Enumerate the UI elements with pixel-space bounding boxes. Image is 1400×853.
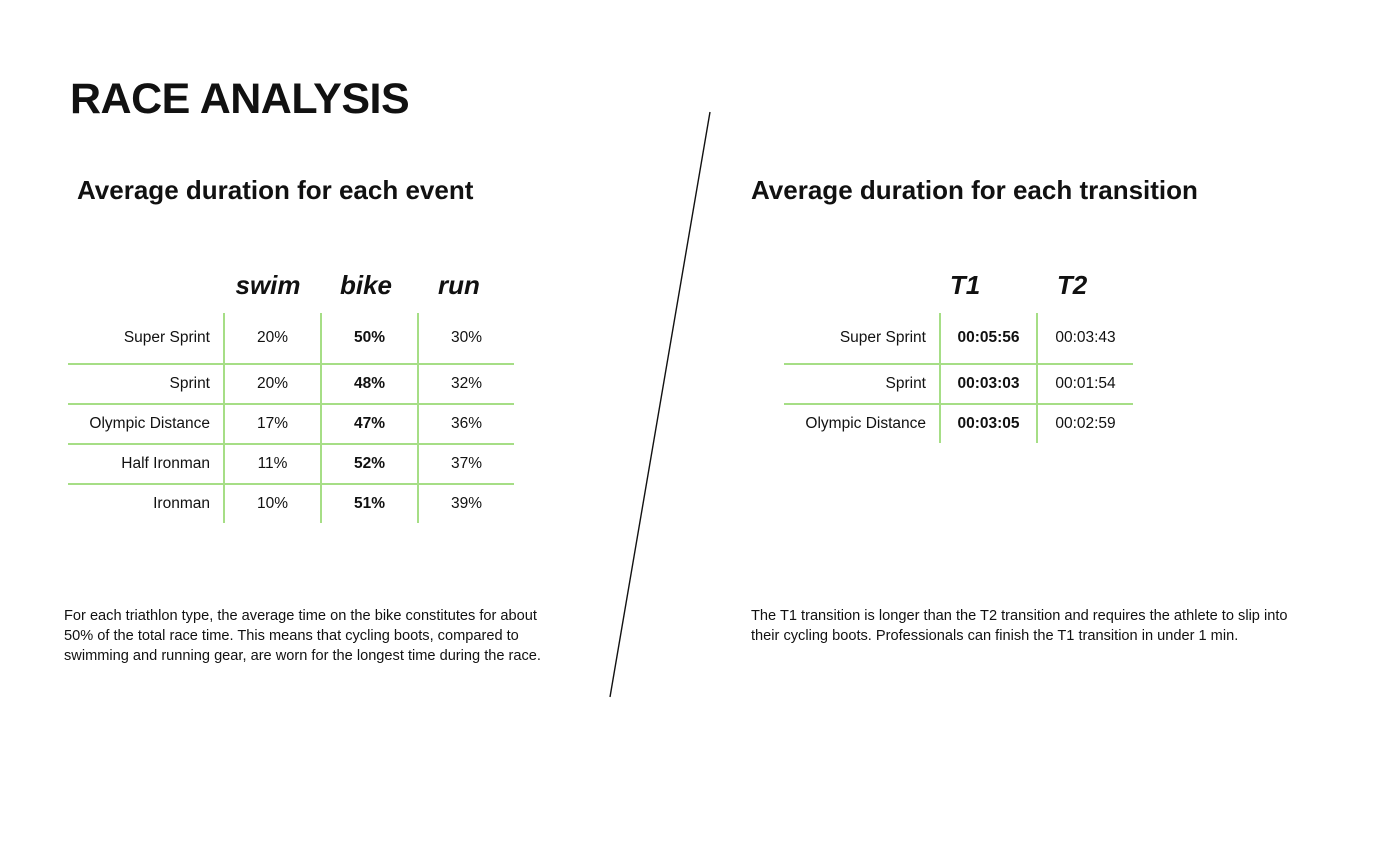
run-value: 36%	[418, 404, 514, 444]
bike-value: 52%	[321, 444, 418, 484]
swim-value: 11%	[224, 444, 321, 484]
row-label: Ironman	[68, 484, 224, 523]
transitions-section-title: Average duration for each transition	[751, 175, 1198, 205]
bike-value: 51%	[321, 484, 418, 523]
column-header-t1: T1	[949, 270, 981, 300]
run-value: 32%	[418, 364, 514, 404]
swim-value: 17%	[224, 404, 321, 444]
table-row	[784, 313, 1133, 364]
table-row	[68, 404, 514, 444]
row-label: Super Sprint	[123, 329, 210, 346]
table-row	[68, 444, 514, 484]
run-value: 39%	[418, 484, 514, 523]
table-row	[68, 313, 514, 364]
row-label: Half Ironman	[68, 444, 224, 484]
table-row	[68, 364, 514, 404]
row-label: Olympic Distance	[784, 404, 940, 443]
swim-value: 10%	[224, 484, 321, 523]
event-duration-table	[68, 313, 514, 523]
run-value: 30%	[418, 313, 514, 364]
t1-value: 00:03:05	[940, 404, 1037, 443]
transition-duration-table	[784, 313, 1133, 443]
events-description: For each triathlon type, the average time on the bike constitutes for about 50% of the total race time. This means that cycling boots, compared to swimming and running gear, are worn for the longest time during the race.	[64, 608, 541, 664]
table-row	[784, 404, 1133, 443]
table-row	[68, 484, 514, 523]
bike-value: 48%	[321, 364, 418, 404]
bike-value: 50%	[321, 313, 418, 364]
column-header-t2: T2	[1056, 270, 1088, 300]
t2-value: 00:03:43	[1037, 313, 1133, 364]
run-value: 37%	[418, 444, 514, 484]
t1-value: 00:05:56	[940, 313, 1037, 364]
row-label: Sprint	[784, 364, 940, 404]
swim-value: 20%	[224, 313, 321, 364]
events-section-title: Average duration for each event	[77, 175, 474, 205]
t2-value: 00:02:59	[1037, 404, 1133, 443]
row-label: Olympic Distance	[68, 404, 224, 444]
table-row	[784, 364, 1133, 404]
t1-value: 00:03:03	[940, 364, 1037, 404]
swim-value: 20%	[224, 364, 321, 404]
column-header-bike: bike	[339, 270, 393, 300]
transitions-description: The T1 transition is longer than the T2 transition and requires the athlete to slip into their cycling boots. Professionals can finish the T1 transition in under 1 min.	[751, 608, 1288, 644]
row-label: Super Sprint	[839, 329, 926, 346]
t2-value: 00:01:54	[1037, 364, 1133, 404]
row-label: Sprint	[68, 364, 224, 404]
column-header-run: run	[438, 270, 480, 300]
page-title: RACE ANALYSIS	[70, 75, 410, 123]
column-header-swim: swim	[235, 270, 301, 300]
bike-value: 47%	[321, 404, 418, 444]
